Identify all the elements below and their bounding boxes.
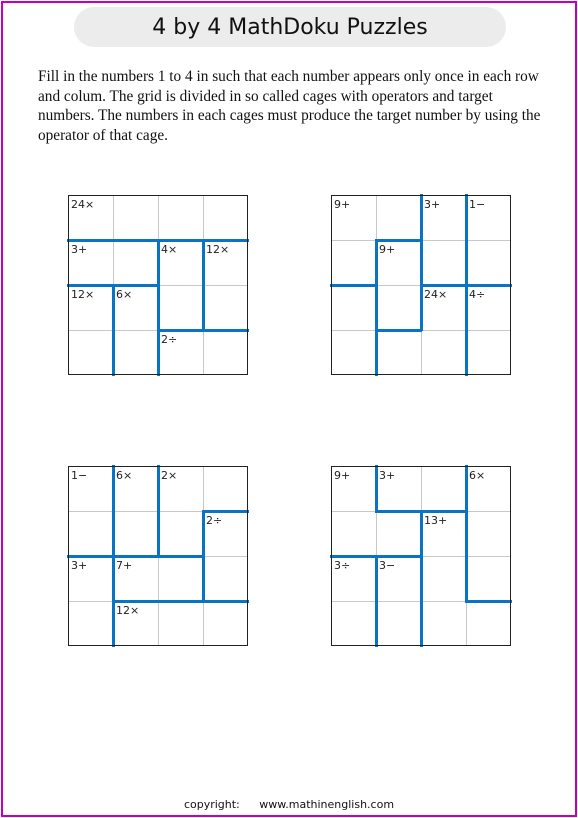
grid-cell[interactable]	[158, 556, 203, 601]
grid-cell[interactable]	[466, 330, 511, 375]
cage-wall	[157, 600, 204, 603]
grid-cell[interactable]	[203, 285, 248, 330]
cage-clue: 9+	[334, 469, 351, 482]
cage-wall	[157, 555, 204, 558]
cage-wall	[112, 510, 115, 557]
grid-cell[interactable]	[331, 240, 376, 285]
cage-wall	[465, 465, 468, 512]
mathdoku-puzzle-4	[331, 466, 511, 646]
cage-wall	[465, 555, 468, 602]
grid-cell[interactable]	[158, 285, 203, 330]
cage-wall	[375, 239, 378, 286]
cage-wall	[465, 239, 468, 286]
cage-wall	[112, 284, 159, 287]
grid-cell[interactable]	[68, 511, 113, 556]
cage-wall	[112, 600, 115, 647]
grid-cell[interactable]	[421, 330, 466, 375]
cage-clue: 3+	[71, 243, 88, 256]
cage-wall	[202, 284, 205, 331]
cage-clue: 12×	[206, 243, 230, 256]
cage-wall	[157, 329, 204, 332]
grid-cell[interactable]	[203, 466, 248, 511]
cage-wall	[202, 600, 249, 603]
cage-clue: 1−	[469, 198, 486, 211]
cage-clue: 6×	[116, 288, 133, 301]
cage-clue: 2×	[161, 469, 178, 482]
mathdoku-puzzle-2	[331, 195, 511, 375]
copyright-label: copyright:	[183, 798, 240, 811]
grid-cell[interactable]	[466, 240, 511, 285]
grid-cell[interactable]	[421, 556, 466, 601]
cage-clue: 3−	[379, 559, 396, 572]
cage-clue: 6×	[469, 469, 486, 482]
cage-clue: 12×	[71, 288, 95, 301]
cage-clue: 9+	[334, 198, 351, 211]
cage-wall	[465, 600, 512, 603]
cage-wall	[157, 239, 160, 286]
cage-wall	[202, 239, 205, 286]
grid-cell[interactable]	[113, 240, 158, 285]
cage-wall	[202, 555, 205, 602]
grid-cell[interactable]	[331, 511, 376, 556]
grid-cell[interactable]	[158, 195, 203, 240]
cage-wall	[112, 284, 115, 331]
footer	[0, 798, 578, 811]
cage-wall	[67, 239, 114, 242]
cage-clue: 7+	[116, 559, 133, 572]
grid-cell[interactable]	[466, 511, 511, 556]
cage-wall	[330, 284, 377, 287]
cage-clue: 3+	[424, 198, 441, 211]
copyright-site[interactable]: www.mathinenglish.com	[259, 798, 395, 811]
cage-clue: 12×	[116, 604, 140, 617]
grid-cell[interactable]	[158, 601, 203, 646]
cage-clue: 24×	[424, 288, 448, 301]
grid-cell[interactable]	[421, 240, 466, 285]
cage-wall	[375, 600, 378, 647]
cage-wall	[465, 284, 468, 331]
cage-wall	[112, 329, 115, 376]
cage-wall	[420, 510, 467, 513]
cage-wall	[112, 239, 159, 242]
grid-cell[interactable]	[113, 195, 158, 240]
cage-wall	[112, 600, 159, 603]
grid-cell[interactable]	[376, 330, 421, 375]
cage-wall	[420, 284, 423, 331]
cage-clue: 4÷	[469, 288, 486, 301]
cage-wall	[420, 194, 423, 241]
cage-wall	[465, 510, 468, 557]
cage-wall	[202, 510, 249, 513]
cage-clue: 3+	[71, 559, 88, 572]
cage-wall	[375, 284, 378, 331]
cage-wall	[375, 465, 378, 512]
grid-cell[interactable]	[68, 330, 113, 375]
cage-wall	[375, 555, 422, 558]
cage-wall	[420, 510, 423, 557]
cage-wall	[420, 555, 423, 602]
grid-cell[interactable]	[158, 511, 203, 556]
instructions-text: Fill in the numbers 1 to 4 in such that each number appears only once in each row and colum. The grid is divided in so called cages with operators and target numbers. The numbers in each cages must produce the target number by using the operator of that cage.	[38, 68, 541, 144]
cage-wall	[375, 555, 378, 602]
cage-wall	[202, 329, 249, 332]
grid-cell[interactable]	[376, 195, 421, 240]
cage-clue: 2÷	[161, 333, 178, 346]
grid-cell[interactable]	[203, 330, 248, 375]
grid-cell[interactable]	[376, 285, 421, 330]
cage-clue: 4×	[161, 243, 178, 256]
grid-cell[interactable]	[113, 511, 158, 556]
grid-cell[interactable]	[376, 601, 421, 646]
cage-wall	[112, 555, 159, 558]
grid-cell[interactable]	[203, 195, 248, 240]
grid-cell[interactable]	[331, 330, 376, 375]
cage-wall	[67, 555, 114, 558]
cage-wall	[420, 284, 467, 287]
cage-wall	[375, 329, 422, 332]
cage-wall	[202, 510, 205, 557]
cage-wall	[157, 329, 160, 376]
cage-wall	[157, 239, 204, 242]
cage-wall	[67, 284, 114, 287]
cage-wall	[202, 239, 249, 242]
cage-wall	[375, 239, 422, 242]
cage-clue: 13+	[424, 514, 448, 527]
cage-wall	[330, 555, 377, 558]
grid-cell[interactable]	[331, 285, 376, 330]
mathdoku-puzzle-1	[68, 195, 248, 375]
cage-wall	[420, 239, 423, 286]
cage-wall	[465, 194, 468, 241]
cage-wall	[112, 465, 115, 512]
cage-wall	[465, 329, 468, 376]
cage-wall	[112, 555, 115, 602]
cage-clue: 2÷	[206, 514, 223, 527]
page-title: 4 by 4 MathDoku Puzzles	[74, 7, 506, 47]
cage-wall	[375, 510, 422, 513]
mathdoku-puzzle-3	[68, 466, 248, 646]
cage-wall	[375, 329, 378, 376]
cage-clue: 1−	[71, 469, 88, 482]
grid-cell[interactable]	[376, 511, 421, 556]
grid-cell[interactable]	[68, 601, 113, 646]
grid-cell[interactable]	[331, 601, 376, 646]
cage-wall	[420, 600, 423, 647]
grid-cell[interactable]	[421, 601, 466, 646]
cage-wall	[157, 510, 160, 557]
grid-cell[interactable]	[421, 466, 466, 511]
cage-clue: 9+	[379, 243, 396, 256]
cage-clue: 24×	[71, 198, 95, 211]
grid-cell[interactable]	[113, 330, 158, 375]
cage-wall	[465, 284, 512, 287]
grid-cell[interactable]	[203, 601, 248, 646]
cage-clue: 3+	[379, 469, 396, 482]
cage-wall	[157, 465, 160, 512]
cage-clue: 6×	[116, 469, 133, 482]
cage-clue: 3÷	[334, 559, 351, 572]
grid-cell[interactable]	[466, 601, 511, 646]
grid-cell[interactable]	[203, 556, 248, 601]
cage-wall	[157, 284, 160, 331]
grid-cell[interactable]	[466, 556, 511, 601]
